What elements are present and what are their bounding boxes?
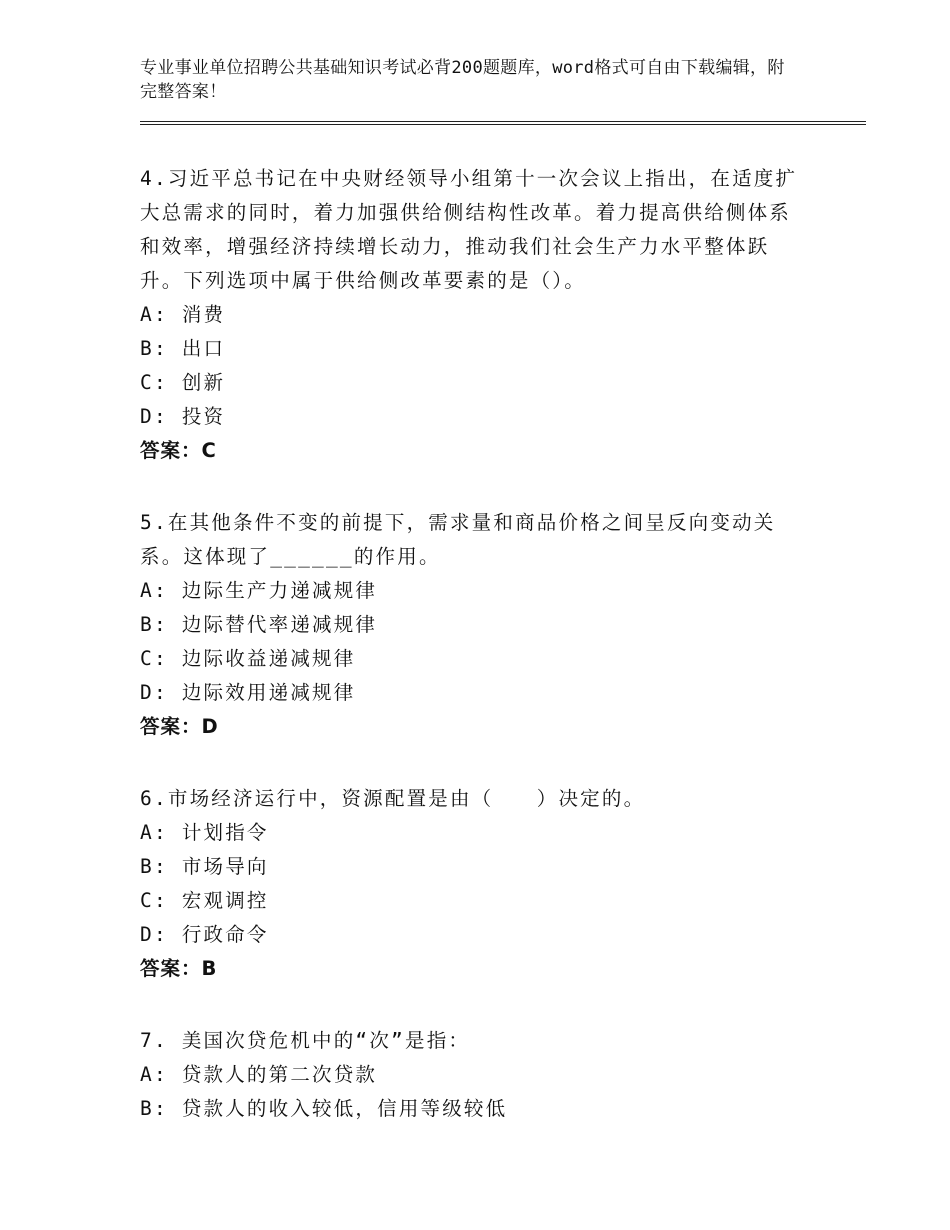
question-6 — [140, 782, 800, 986]
option-b: B: 贷款人的收入较低，信用等级较低 — [140, 1097, 508, 1120]
option-c: C: 创新 — [140, 371, 226, 394]
question-text: 7. 美国次贷危机中的“次”是指： — [140, 1029, 471, 1052]
header-divider-bottom — [140, 124, 866, 125]
option-a: A: 贷款人的第二次贷款 — [140, 1063, 378, 1086]
question-text: 6.市场经济运行中，资源配置是由（ ）决定的。 — [140, 787, 646, 810]
answer: 答案：C — [140, 439, 217, 462]
option-d: D: 边际效用递减规律 — [140, 681, 356, 704]
question-list — [140, 162, 800, 1164]
question-5 — [140, 506, 800, 744]
answer: 答案：B — [140, 957, 218, 980]
option-a: A: 消费 — [140, 303, 226, 326]
option-b: B: 边际替代率递减规律 — [140, 613, 378, 636]
answer: 答案：D — [140, 715, 219, 738]
question-7 — [140, 1024, 800, 1126]
question-4 — [140, 162, 800, 468]
option-a: A: 边际生产力递减规律 — [140, 579, 378, 602]
option-b: B: 出口 — [140, 337, 226, 360]
option-a: A: 计划指令 — [140, 821, 269, 844]
option-b: B: 市场导向 — [140, 855, 269, 878]
document-header: 专业事业单位招聘公共基础知识考试必背200题题库，word格式可自由下载编辑，附完整答案！ — [140, 58, 785, 102]
option-c: C: 边际收益递减规律 — [140, 647, 356, 670]
option-c: C: 宏观调控 — [140, 889, 269, 912]
question-text: 5.在其他条件不变的前提下，需求量和商品价格之间呈反向变动关系。这体现了______的作用。 — [140, 511, 776, 568]
header-divider-top — [140, 121, 866, 122]
option-d: D: 投资 — [140, 405, 226, 428]
question-text: 4.习近平总书记在中央财经领导小组第十一次会议上指出，在适度扩大总需求的同时，着力加强供给侧结构性改革。着力提高供给侧体系和效率，增强经济持续增长动力，推动我们社会生产力水平整体跃升。下列选项中属于供给侧改革要素的是（）。 — [140, 167, 798, 292]
option-d: D: 行政命令 — [140, 923, 269, 946]
